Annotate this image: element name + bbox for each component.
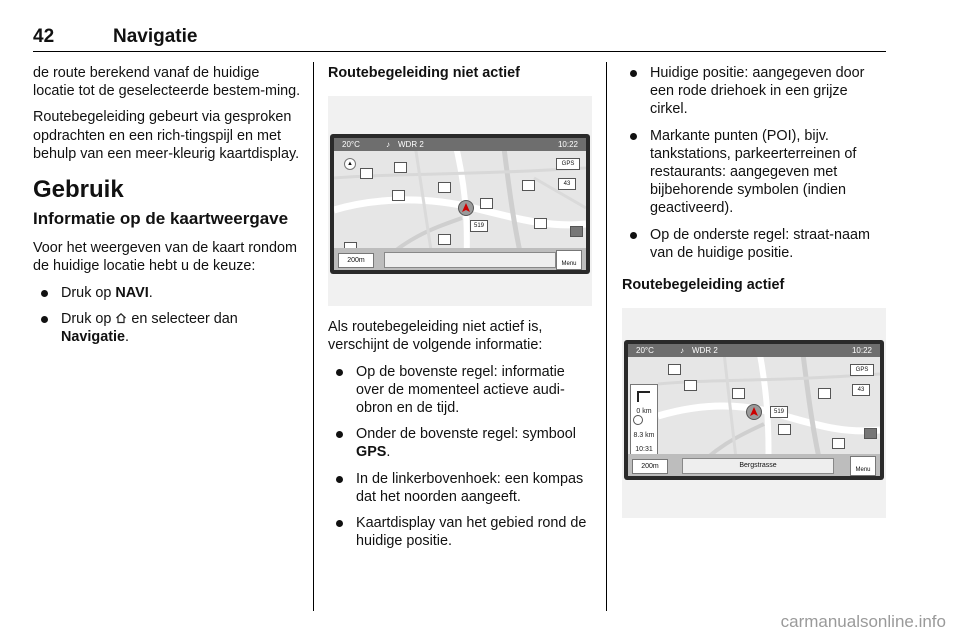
bullet-icon bbox=[630, 133, 637, 140]
poi-icon bbox=[864, 428, 877, 439]
street-name-field bbox=[384, 252, 556, 268]
audio-source-label: WDR 2 bbox=[692, 346, 718, 356]
poi-icon bbox=[832, 438, 845, 449]
poi-icon bbox=[818, 388, 831, 399]
column-divider-1 bbox=[313, 62, 314, 611]
header-rule bbox=[33, 51, 886, 52]
list-item: Markante punten (POI), bijv. tankstations, parkeerterreinen of restaurants: aangegeven met bijbehorende symbolen (indien geactiveerd). bbox=[622, 127, 888, 218]
street-name-field: Bergstrasse bbox=[682, 458, 834, 474]
paragraph: Routebegeleiding gebeurt via gesproken opdrachten en een rich-tingspijl en met behulp van een meer-kleurig kaartdisplay. bbox=[33, 109, 300, 162]
list-item: Op de onderste regel: straat-naam van de huidige positie. bbox=[622, 226, 888, 262]
section-heading: Gebruik bbox=[33, 176, 124, 204]
poi-icon bbox=[778, 424, 791, 435]
poi-icon bbox=[392, 190, 405, 201]
list-item: Op de bovenste regel: informatie over de momenteel actieve audi-obron en de tijd. bbox=[328, 363, 593, 418]
screenshot-active bbox=[622, 308, 886, 518]
display-screen bbox=[624, 340, 884, 480]
navi-key-label: NAVI bbox=[115, 284, 149, 301]
subsection-heading: Routebegeleiding actief bbox=[622, 277, 785, 294]
road-number: 43 bbox=[852, 384, 870, 396]
road-number: 519 bbox=[770, 406, 788, 418]
bullet-list bbox=[622, 64, 888, 262]
screenshot-inactive bbox=[328, 96, 592, 306]
poi-icon bbox=[522, 180, 535, 191]
status-bar bbox=[334, 138, 586, 151]
column-3 bbox=[622, 64, 888, 518]
clock-label: 10:22 bbox=[851, 346, 872, 356]
turn-distance: 0 km bbox=[636, 408, 652, 416]
poi-icon bbox=[570, 226, 583, 237]
bottom-bar bbox=[334, 248, 586, 270]
subsection-heading: Informatie op de kaartweergave bbox=[33, 209, 289, 229]
bullet-icon bbox=[41, 316, 48, 323]
poi-icon bbox=[732, 388, 745, 399]
map-view bbox=[334, 138, 586, 270]
status-bar bbox=[628, 344, 880, 357]
page-title: Navigatie bbox=[113, 26, 198, 47]
list-item: Druk op NAVI. bbox=[33, 284, 303, 302]
column-2 bbox=[328, 64, 593, 558]
poi-icon bbox=[668, 364, 681, 375]
temperature-label: 20°C bbox=[342, 140, 360, 150]
temperature-label: 20°C bbox=[636, 346, 654, 356]
route-info-panel bbox=[630, 384, 658, 458]
column-1 bbox=[33, 64, 303, 354]
paragraph: Voor het weergeven van de kaart rondom de huidige locatie hebt u de keuze: bbox=[33, 240, 297, 275]
paragraph: de route berekend vanaf de huidige locatie tot de geselecteerde bestem-ming. bbox=[33, 65, 301, 100]
page-number: 42 bbox=[33, 26, 55, 47]
bullet-list bbox=[328, 363, 593, 551]
scale-button[interactable]: 200m bbox=[338, 253, 374, 268]
poi-icon bbox=[480, 198, 493, 209]
bullet-icon bbox=[336, 476, 343, 483]
clock-label: 10:22 bbox=[557, 140, 578, 150]
current-position-icon bbox=[458, 200, 474, 216]
list-item: Huidige positie: aangegeven door een rode driehoek in een grijze cirkel. bbox=[622, 64, 888, 119]
poi-icon bbox=[534, 218, 547, 229]
menu-button[interactable]: Menu bbox=[556, 250, 582, 270]
home-icon bbox=[115, 312, 127, 324]
destination-icon bbox=[633, 415, 643, 425]
bottom-bar bbox=[628, 454, 880, 476]
map-view bbox=[628, 344, 880, 476]
radio-icon: ♪ bbox=[680, 346, 684, 356]
bullet-icon bbox=[41, 290, 48, 297]
audio-source-label: WDR 2 bbox=[398, 140, 424, 150]
watermark: carmanualsonline.info bbox=[780, 612, 946, 631]
page-header bbox=[33, 26, 886, 50]
paragraph: Als routebegeleiding niet actief is, verschijnt de volgende informatie: bbox=[328, 319, 543, 354]
poi-icon bbox=[438, 182, 451, 193]
total-distance: 8.3 km bbox=[633, 432, 655, 440]
list-item: Kaartdisplay van het gebied rond de huidige positie. bbox=[328, 514, 593, 550]
road-number: 519 bbox=[470, 220, 488, 232]
turn-arrow-icon bbox=[634, 387, 654, 403]
bullet-icon bbox=[336, 520, 343, 527]
bullet-icon bbox=[336, 369, 343, 376]
poi-icon bbox=[684, 380, 697, 391]
list-item: Druk op en selecteer dan Navigatie. bbox=[33, 310, 303, 346]
poi-icon bbox=[438, 234, 451, 245]
navigatie-label: Navigatie bbox=[61, 329, 125, 346]
road-number: 43 bbox=[558, 178, 576, 190]
scale-button[interactable]: 200m bbox=[632, 459, 668, 474]
current-position-icon bbox=[746, 404, 762, 420]
poi-icon bbox=[360, 168, 373, 179]
bullet-list bbox=[33, 284, 303, 347]
radio-icon: ♪ bbox=[386, 140, 390, 150]
bullet-icon bbox=[336, 431, 343, 438]
display-screen bbox=[330, 134, 590, 274]
gps-badge: GPS bbox=[556, 158, 580, 170]
arrival-time: 10:31 bbox=[635, 446, 653, 454]
list-item: In de linkerbovenhoek: een kompas dat het noorden aangeeft. bbox=[328, 470, 593, 506]
column-divider-2 bbox=[606, 62, 607, 611]
bullet-icon bbox=[630, 70, 637, 77]
menu-button[interactable]: Menu bbox=[850, 456, 876, 476]
bullet-icon bbox=[630, 232, 637, 239]
subsection-heading: Routebegeleiding niet actief bbox=[328, 65, 520, 81]
list-item: Onder de bovenste regel: symbool GPS. bbox=[328, 425, 593, 461]
compass-icon: ▲ bbox=[344, 158, 356, 170]
gps-badge: GPS bbox=[850, 364, 874, 376]
poi-icon bbox=[394, 162, 407, 173]
